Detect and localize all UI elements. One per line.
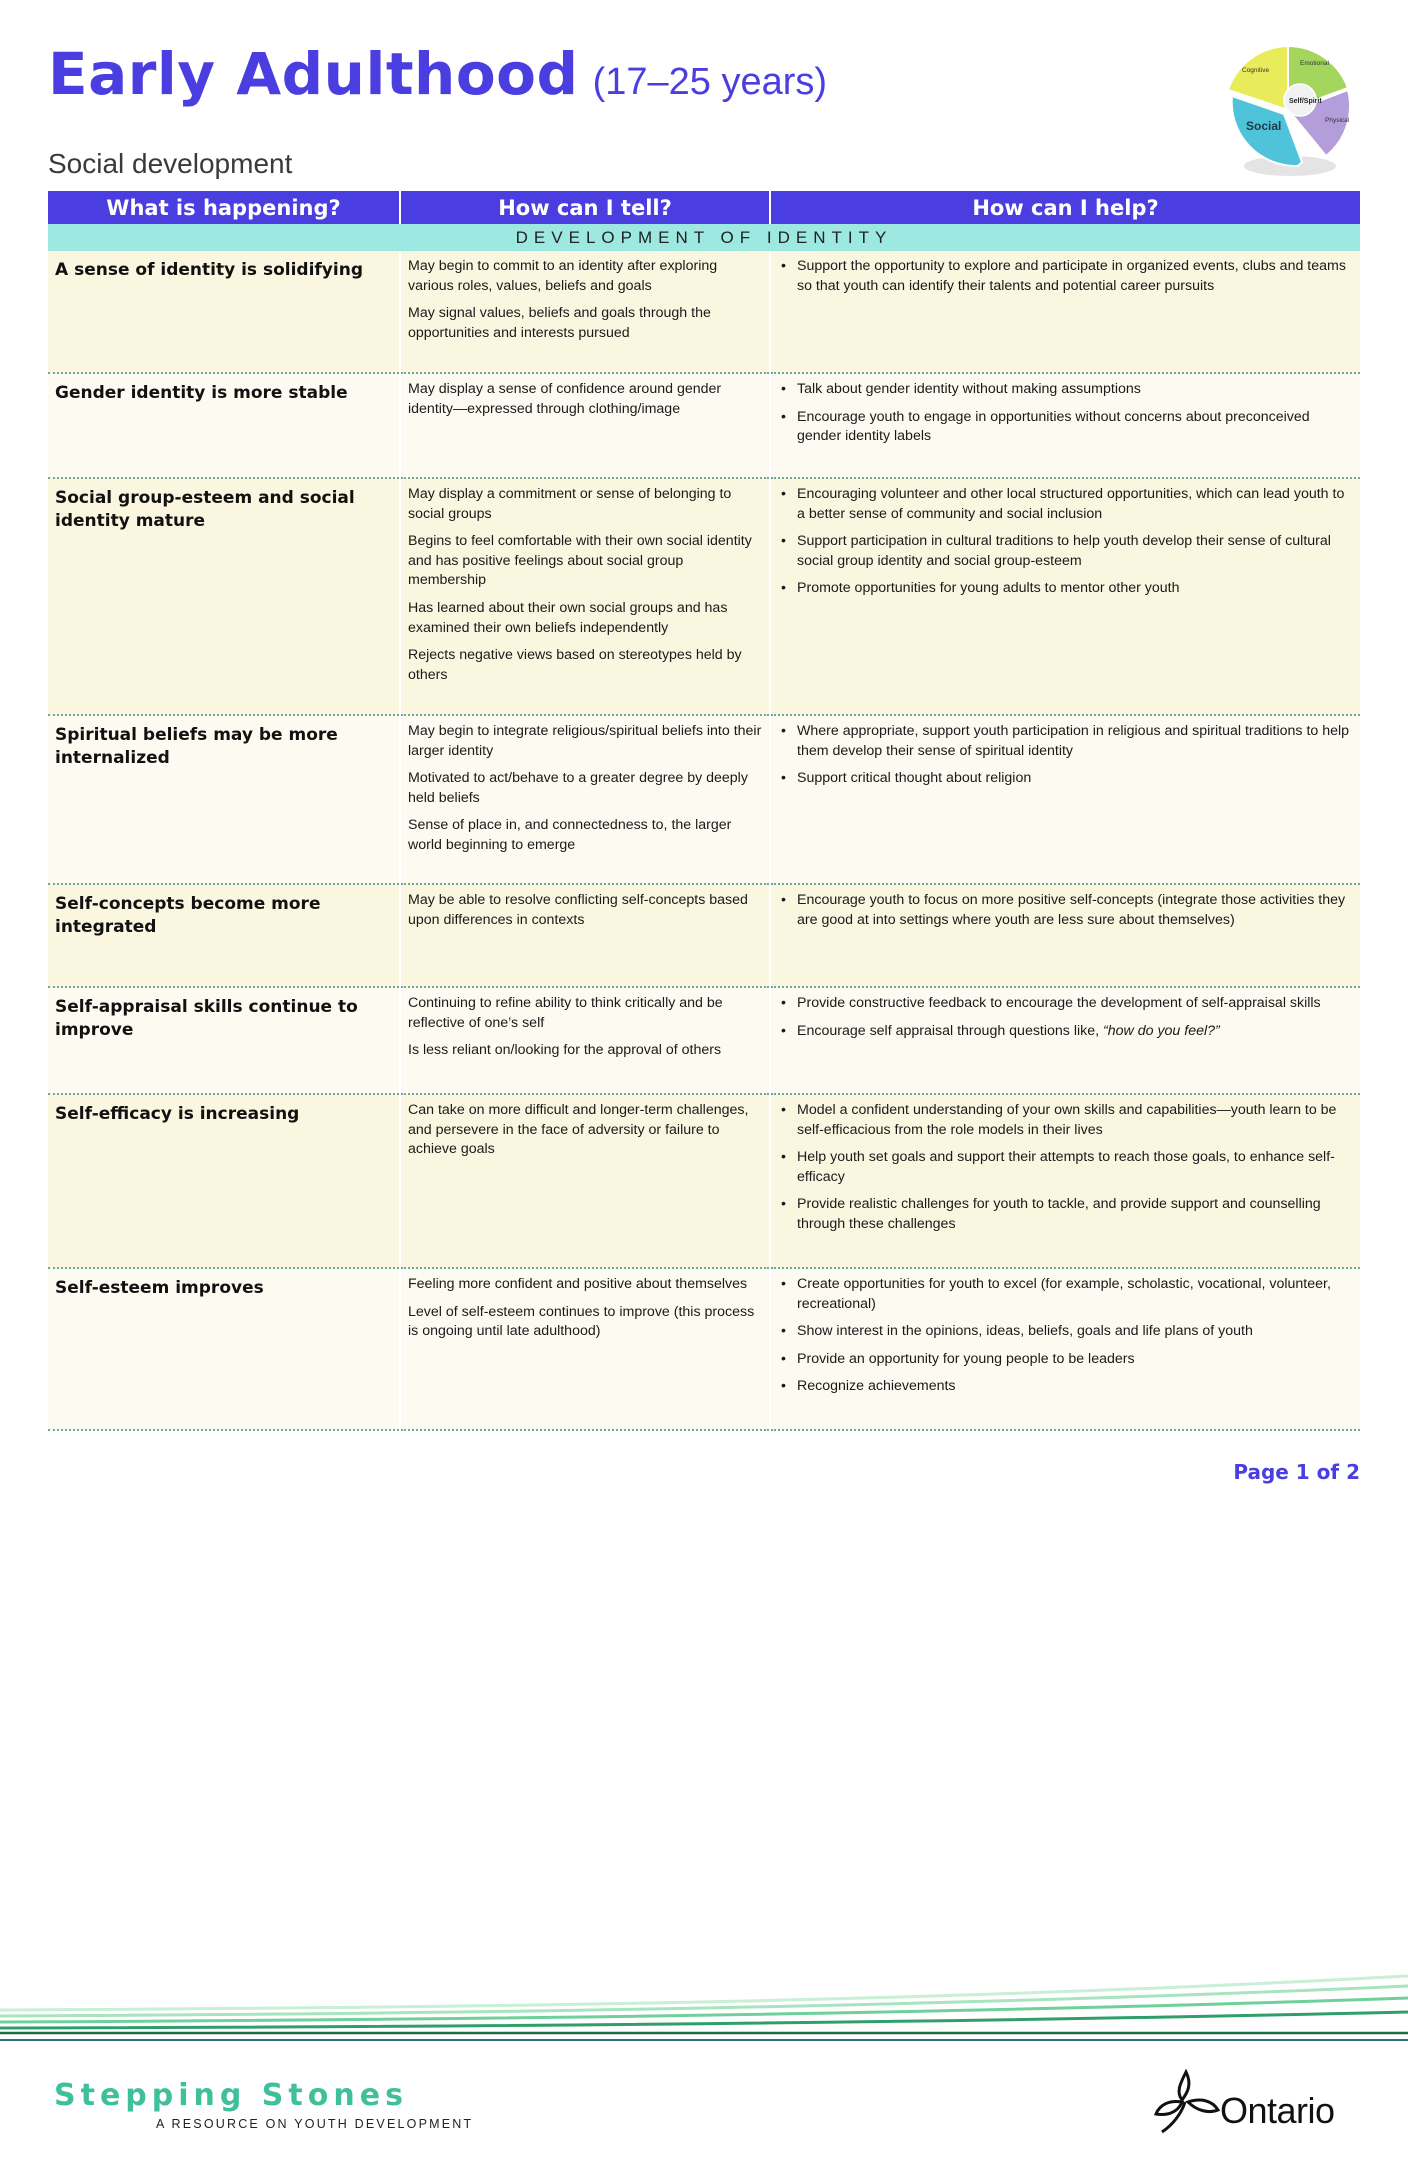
table-row [48,478,1360,715]
tell-item: Is less reliant on/looking for the approval of others [408,1042,722,1059]
what-cell: Self-efficacy is increasing [48,1094,400,1268]
table-row [48,715,1360,884]
brand-name: Stepping Stones [54,2078,408,2113]
help-cell [770,251,1360,373]
wheel-label-social: Social [1246,119,1282,133]
tell-item: May begin to integrate religious/spiritual beliefs into their larger identity [408,723,762,759]
help-item: • Help youth set goals and support their attempts to reach those goals, to enhance self-efficacy [779,1148,1352,1187]
help-item: • Support the opportunity to explore and participate in organized events, clubs and teams so that youth can identify their talents and potential career pursuits [779,257,1352,296]
section-heading: DEVELOPMENT OF IDENTITY [48,224,1360,251]
help-item-emphasis: “how do you feel?” [1103,1022,1220,1039]
tell-item: Level of self-esteem continues to improve (this process is ongoing until late adulthood) [408,1303,755,1340]
tell-item: Begins to feel comfortable with their own social identity and has positive feelings about social group membership [408,533,752,589]
tell-cell [400,987,770,1094]
ontario-logo [1150,2066,1360,2146]
help-item: • Where appropriate, support youth participation in religious and spiritual traditions to help them develop their sense of spiritual identity [779,722,1352,761]
tell-item: Continuing to refine ability to think critically and be reflective of one’s self [408,995,723,1031]
table-row [48,373,1360,478]
tell-cell [400,715,770,884]
wheel-label-self-spirit: Self/Spirit [1289,98,1322,105]
title-main: Early Adulthood [48,40,579,108]
table-row [48,251,1360,373]
help-item-text: Encourage self appraisal through questions like, [797,1022,1100,1039]
tell-item: May signal values, beliefs and goals through the opportunities and interests pursued [408,305,711,341]
stepping-stones-logo [54,2078,473,2131]
help-item: • Recognize achievements [779,1377,1352,1397]
help-item: • Model a confident understanding of your own skills and capabilities—youth learn to be self-efficacious from the role models in their lives [779,1101,1352,1140]
page-subtitle: Social development [48,148,293,179]
column-header-help: How can I help? [770,191,1360,224]
column-header-tell: How can I tell? [400,191,770,224]
help-item: • Support critical thought about religion [779,769,1352,789]
help-item: • Talk about gender identity without making assumptions [779,380,1352,400]
table-row [48,1094,1360,1268]
page-title [48,40,827,108]
help-cell [770,715,1360,884]
what-cell: Social group-esteem and social identity mature [48,478,400,715]
what-cell: Self-concepts become more integrated [48,884,400,987]
wheel-label-physical: Physical [1325,117,1350,124]
tell-item: May be able to resolve conflicting self-concepts based upon differences in contexts [408,892,748,928]
tell-cell [400,478,770,715]
tell-item: Can take on more difficult and longer-term challenges, and persevere in the face of adversity or failure to achieve goals [408,1102,749,1158]
what-cell: Self-appraisal skills continue to improve [48,987,400,1094]
title-age-range: (17–25 years) [592,61,828,103]
tell-item: Sense of place in, and connectedness to, the larger world beginning to emerge [408,817,732,853]
development-wheel-icon [1218,38,1358,188]
column-header-what: What is happening? [48,191,400,224]
help-item: • Encouraging volunteer and other local structured opportunities, which can lead youth to a better sense of community and social inclusion [779,485,1352,524]
tell-item: Motivated to act/behave to a greater degree by deeply held beliefs [408,770,748,806]
help-cell [770,884,1360,987]
trillium-icon [1152,2066,1222,2138]
help-item: • Support participation in cultural traditions to help youth develop their sense of cultural social group identity and social group-esteem [779,532,1352,571]
brand-tagline: A RESOURCE ON YOUTH DEVELOPMENT [156,2117,474,2131]
wheel-label-emotional: Emotional [1300,60,1329,67]
table-row [48,1268,1360,1430]
wheel-label-cognitive: Cognitive [1242,67,1270,74]
help-cell [770,987,1360,1094]
tell-item: Rejects negative views based on stereotypes held by others [408,647,742,683]
tell-cell [400,884,770,987]
development-table [48,191,1360,1431]
help-cell [770,1268,1360,1430]
table-row [48,987,1360,1094]
tell-item: May begin to commit to an identity after exploring various roles, values, beliefs and goals [408,258,718,294]
tell-cell [400,251,770,373]
what-cell: Self-esteem improves [48,1268,400,1430]
help-item [779,1022,1352,1042]
what-cell: Gender identity is more stable [48,373,400,478]
ontario-wordmark: Ontario [1220,2090,1335,2131]
tell-item: Has learned about their own social groups and has examined their own beliefs independently [408,599,728,636]
help-cell [770,373,1360,478]
tell-item: Feeling more confident and positive about themselves [408,1276,748,1292]
help-item: • Provide an opportunity for young people to be leaders [779,1350,1352,1370]
page-number: Page 1 of 2 [1233,1460,1360,1484]
what-cell: Spiritual beliefs may be more internalized [48,715,400,884]
help-cell [770,478,1360,715]
help-item: • Promote opportunities for young adults to mentor other youth [779,579,1352,599]
tell-item: May display a commitment or sense of belonging to social groups [408,486,732,522]
footer-wave-decoration [0,1970,1408,2050]
tell-cell [400,1094,770,1268]
help-item: • Encourage youth to focus on more positive self-concepts (integrate those activities they are good at into settings where youth are less sure about themselves) [779,891,1352,930]
help-item: • Create opportunities for youth to excel (for example, scholastic, vocational, volunteer, recreational) [779,1275,1352,1314]
help-cell [770,1094,1360,1268]
what-cell: A sense of identity is solidifying [48,251,400,373]
tell-cell [400,1268,770,1430]
table-row [48,884,1360,987]
help-item: • Encourage youth to engage in opportunities without concerns about preconceived gender identity labels [779,408,1352,447]
tell-cell [400,373,770,478]
help-item: • Show interest in the opinions, ideas, beliefs, goals and life plans of youth [779,1322,1352,1342]
help-item: • Provide realistic challenges for youth to tackle, and provide support and counselling through these challenges [779,1195,1352,1234]
tell-item: May display a sense of confidence around gender identity—expressed through clothing/image [408,381,722,417]
help-item: • Provide constructive feedback to encourage the development of self-appraisal skills [779,994,1352,1014]
